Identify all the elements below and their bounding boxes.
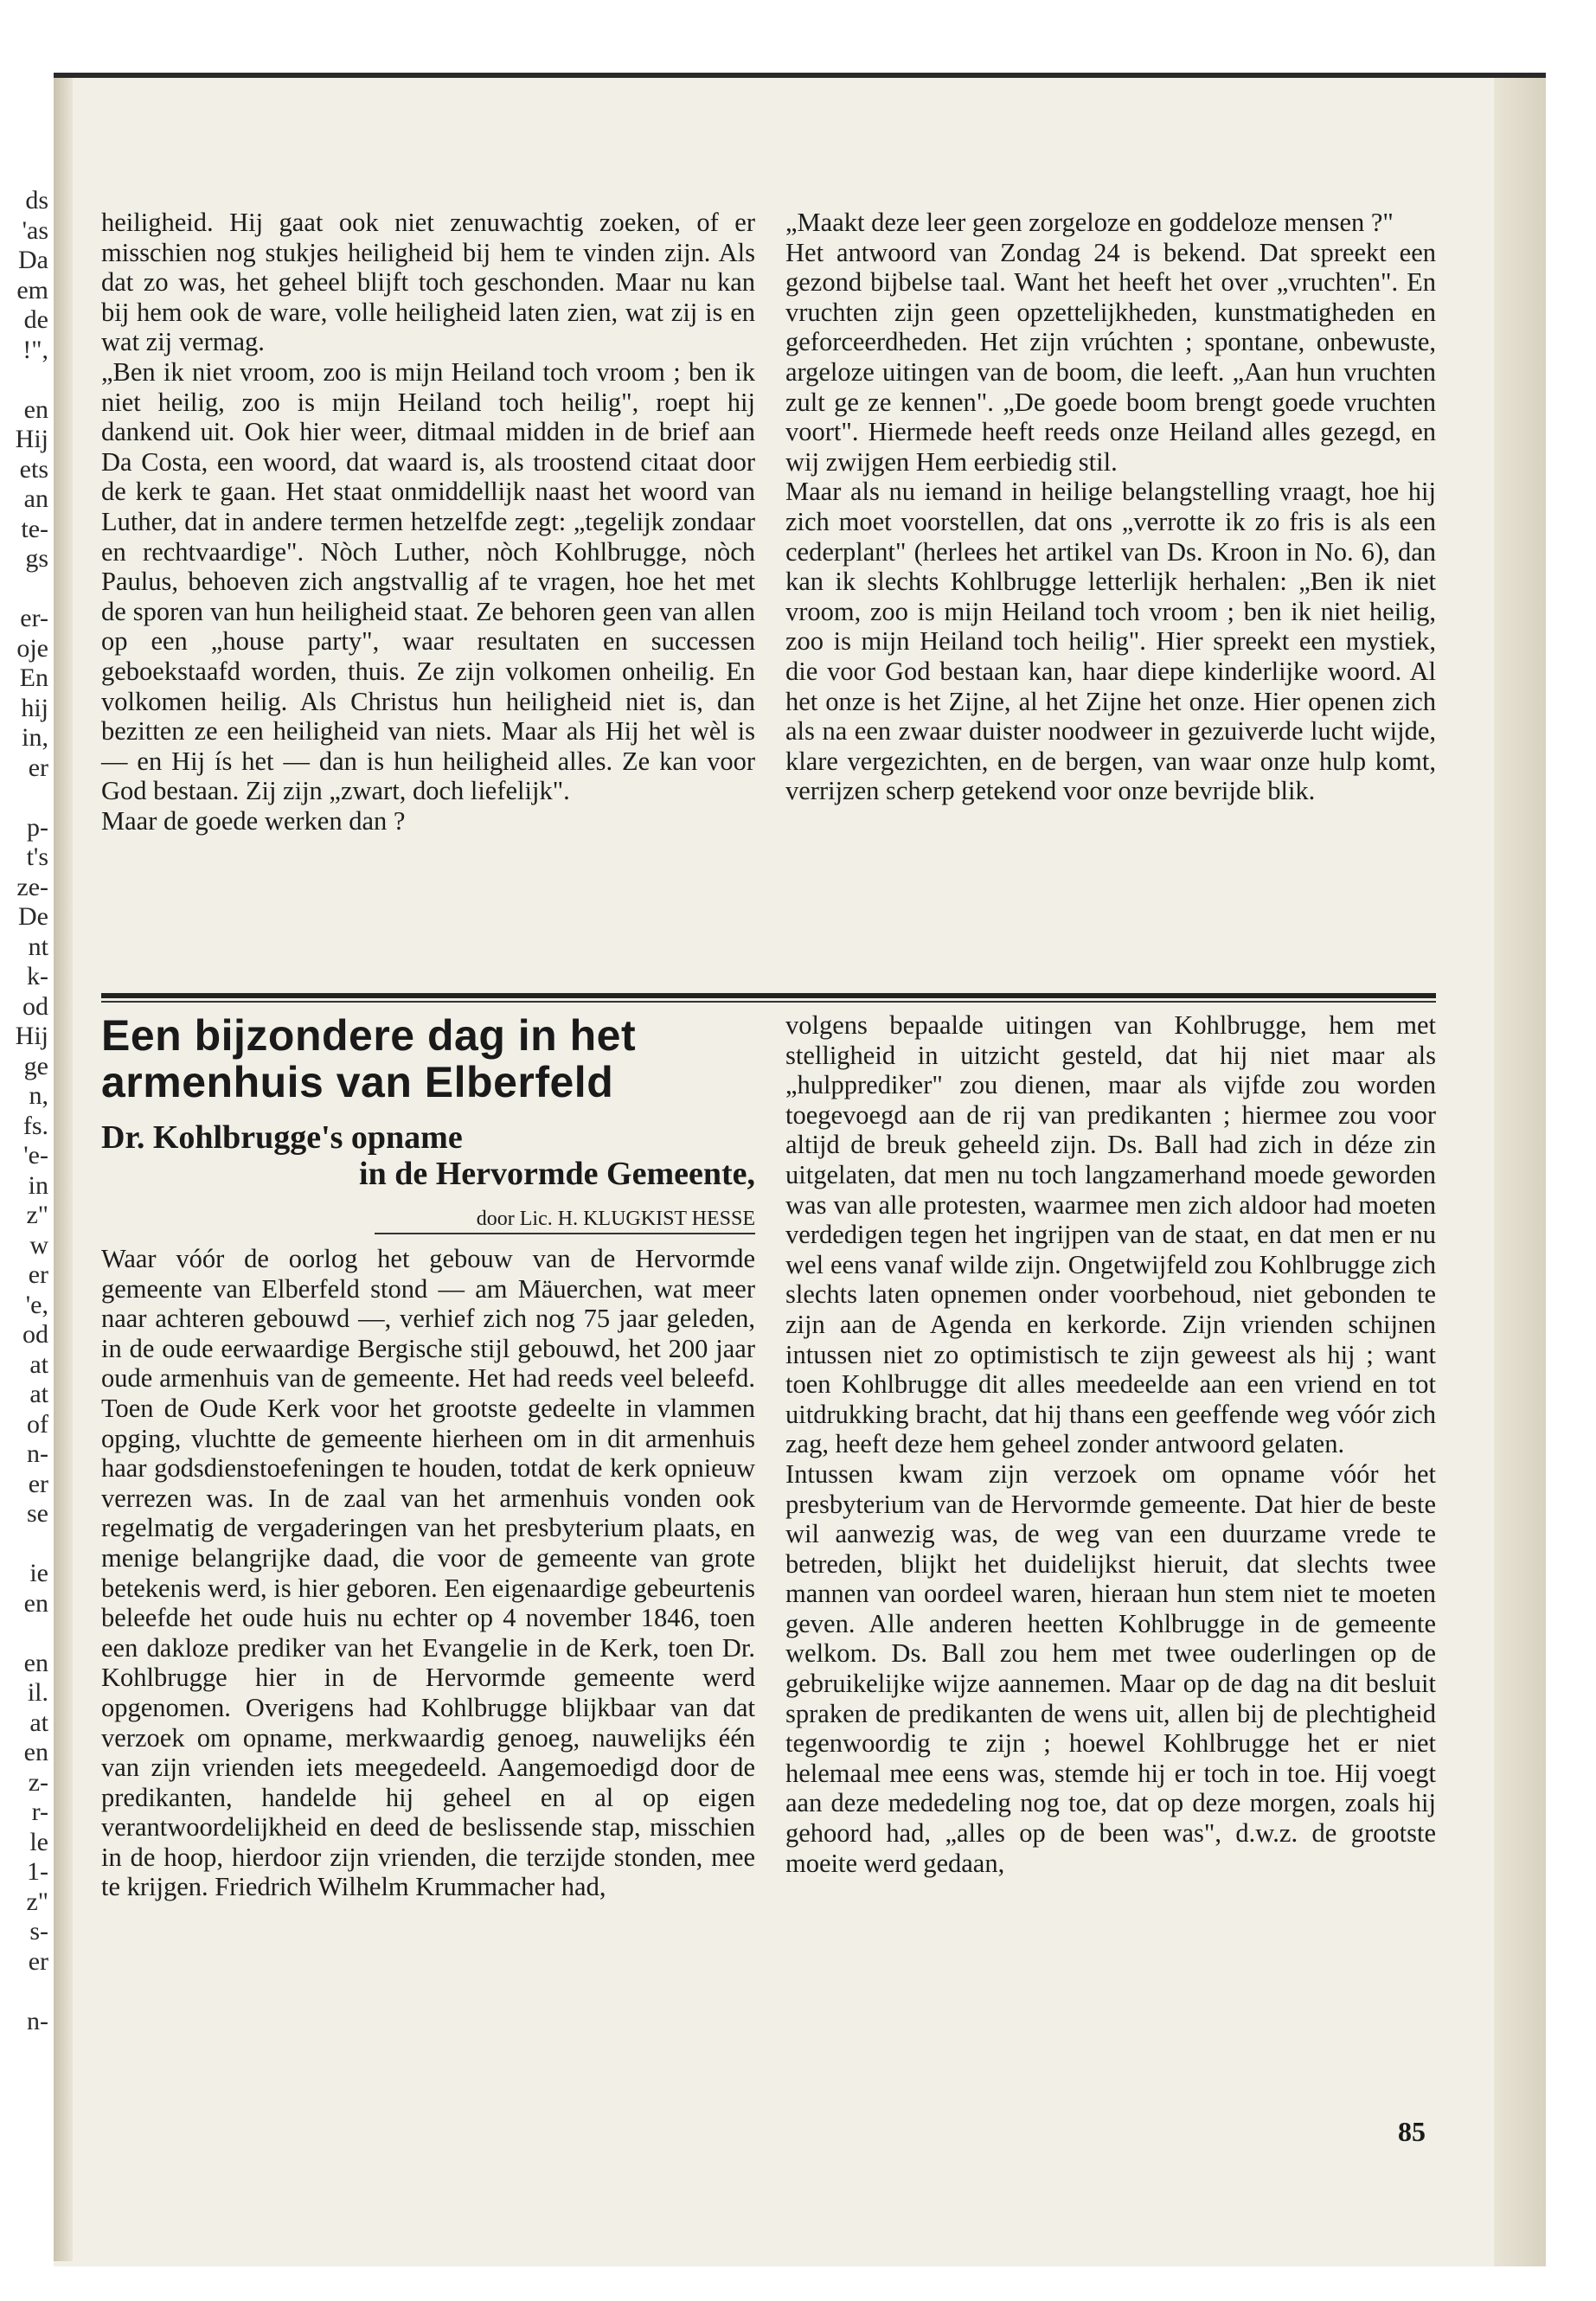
paragraph: heiligheid. Hij gaat ook niet zenuwachtig zoeken, of er misschien nog stukjes heiligheid bij hem te vinden zijn. Als dat zo was, het geheel blijft toch geschonden. Maar nu kan bij hem ook de ware, volle heiligheid laten zien, wat zij is en wat zij vermag. [101, 208, 755, 357]
margin-fragment: De [18, 902, 48, 931]
margin-fragment: 'as [22, 215, 48, 245]
margin-fragment: 'e- [23, 1141, 48, 1170]
paragraph: Maar als nu iemand in heilige belangstelling vraagt, hoe hij zich moet voorstellen, dat ons „verrotte ik zo fris is als een cederplant" (herlees het artikel van Ds. Kroon in No. 6), dan kan ik slechts Kohlbrugge letterlijk herhalen: „Ben ik niet vroom, zoo is mijn Heiland toch vroom ; ben ik niet heilig, zoo is mijn Heiland toch heilig". Hier spreekt een mystiek, die voor God bestaan kan, haar diepe kinderlijke woord. Al het onze is het Zijne, al het Zijne het onze. Hier openen zich als na een zwaar duister noodweer in gezuiverde lucht wijde, klare vergezichten, en de bergen, van waar onze hulp komt, verrijzen scherp getekend voor onze bevrijde blik. [785, 477, 1436, 806]
margin-fragment [0, 783, 48, 813]
article-headline: Een bijzondere dag in het armenhuis van Elberfeld [101, 1011, 637, 1106]
subhead-line-2: in de Hervormde Gemeente, [359, 1156, 755, 1192]
margin-fragment: in, [22, 723, 48, 752]
margin-fragment: er [28, 1260, 48, 1289]
margin-fragment: 'e, [25, 1290, 48, 1319]
paragraph: volgens bepaalde uitingen van Kohlbrugge, hem met stelligheid in uitzicht gesteld, dat hij niet maar als „hulpprediker" zou dienen, maar als vijfde zou worden toegevoegd aan de rij van predikanten ; hiermee zou voor altijd de breuk geheeld zijn. Ds. Ball had zich in déze zin uitgelaten, dat men nu toch langzamerhand moede geworden was van alle protesten, waarmee men zich aldoor had moeten verdedigen tegen het ingrijpen van de staat, en dat men er nu wel eens vanaf wilde zijn. Ongetwijfeld zou Kohlbrugge zich slechts laten opnemen onder voorbehoud, niet gebonden te zijn aan de Agenda en kerkorde. Zijn vrienden schijnen intussen niet zo optimistisch te zijn geweest als hij ; want toen Kohlbrugge dit alles meedeelde aan een vriend en tot uitdrukking bracht, dat hij thans een geeffende weg vóór zich zag, heeft deze hem geheel zonder antwoord gelaten. [785, 1010, 1436, 1459]
column-right-bottom [785, 1010, 1436, 1878]
margin-fragment: il. [27, 1678, 48, 1707]
margin-fragment: te- [21, 514, 48, 543]
paragraph: Het antwoord van Zondag 24 is bekend. Dat spreekt een gezond bijbelse taal. Want het heeft het over „vruchten". En vruchten zijn geen opzettelijkheden, kunstmatigheden en geforceerdheden. Het zijn vrúchten ; spontane, onbewuste, argeloze uitingen van de boom, die leeft. „Aan hun vruchten zult ge ze kennen". „De goede boom brengt goede vruchten voort". Hiermede heeft reeds onze Heiland alles gezegd, en wij zwijgen Hem eerbiedig stil. [785, 237, 1436, 477]
margin-fragment: Da [18, 246, 48, 274]
margin-fragment: en [23, 1648, 48, 1677]
margin-fragment: nt [28, 932, 48, 961]
margin-fragment: at [29, 1708, 48, 1737]
column-left-top [101, 208, 755, 836]
article-byline: door Lic. H. KLUGKIST HESSE [375, 1208, 755, 1234]
margin-fragment: n, [29, 1081, 48, 1110]
margin-fragment [0, 1977, 48, 2007]
margin-fragment: z" [26, 1201, 48, 1229]
scan-border [0, 0, 1596, 73]
margin-fragment: en [23, 394, 48, 424]
paragraph: Maar de goede werken dan ? [101, 805, 406, 836]
margin-fragment: k- [27, 962, 48, 990]
margin-fragment: ge [23, 1051, 48, 1080]
margin-fragment: Hij [15, 425, 48, 453]
margin-fragment: z- [28, 1767, 48, 1797]
margin-fragment: p- [27, 812, 48, 842]
margin-fragment: hij [21, 693, 48, 722]
margin-fragment [0, 1618, 48, 1649]
margin-fragment: r- [31, 1798, 48, 1826]
margin-fragment: En [19, 663, 48, 692]
margin-fragment: an [23, 484, 48, 513]
margin-fragment: Hij [15, 1022, 48, 1050]
article-header [101, 1012, 755, 1234]
margin-fragment: of [27, 1409, 48, 1439]
margin-fragment: ds [25, 186, 48, 215]
column-left-bottom [101, 1244, 755, 1902]
margin-fragment: 1- [27, 1857, 48, 1886]
margin-fragment: t's [26, 843, 48, 871]
previous-page-margin [0, 186, 50, 2035]
page-edge-shadow [1494, 78, 1546, 2266]
book-spine [54, 78, 73, 2261]
margin-fragment: se [27, 1499, 48, 1528]
paragraph: Waar vóór de oorlog het gebouw van de Hervormde gemeente van Elberfeld stond — am Mäuerchen, wat meer naar achteren gebouwd —, verhief zich nog 75 jaar geleden, in de oude eerwaardige Bergische stijl gebouwd, het 200 jaar oude armenhuis van de gemeente. Het had reeds veel beleefd. Toen de Oude Kerk voor het grootste gedeelte in vlammen opging, vluchtte de gemeente hierheen om in dit armenhuis haar godsdienstoefeningen te houden, totdat de kerk opnieuw verrezen was. In de zaal van het armenhuis vonden ook regelmatig de vergaderingen van het presbyterium plaats, en menige belangrijke daad, die voor de gemeente van grote betekenis werd, is hier geboren. Een eigenaardige gebeurtenis beleefde het oude huis nu echter op 4 november 1846, toen een dakloze prediker van het Evangelie in de Kerk, toen Dr. Kohlbrugge hier in de Hervormde gemeente werd opgenomen. Overigens had Kohlbrugge blijkbaar van dat verzoek om opname, merkwaardig genoeg, nauwelijks één van zijn vrienden iets meegedeeld. Aangemoedigd door de predikanten, handelde hij geheel en al op eigen verantwoordelijkheid en deed de beslissende stap, misschien in de hoop, hierdoor zijn vrienden, die terzijde stonden, mee te krijgen. Friedrich Wilhelm Krummacher had, [101, 1244, 755, 1902]
margin-fragment: z" [26, 1887, 48, 1916]
page-number: 85 [1398, 2116, 1426, 2147]
margin-fragment: er [28, 1469, 48, 1498]
margin-fragment: ze- [16, 872, 48, 901]
margin-fragment: en [23, 1738, 48, 1766]
margin-fragment: er [28, 1946, 48, 1976]
section-divider-thin [101, 1001, 1436, 1003]
margin-fragment: gs [25, 544, 48, 573]
margin-fragment: at [29, 1349, 48, 1379]
margin-fragment [0, 574, 48, 605]
paragraph: Intussen kwam zijn verzoek om opname vóór het presbyterium van de Hervormde gemeente. Dat hier de beste wil aanwezig was, de weg van een duurzame vrede te betreden, blijkt het duidelijkst hieruit, dat slechts twee mannen van oordeel waren, hieraan hun stem niet te moeten geven. Alle anderen heetten Kohlbrugge in de gemeente welkom. Ds. Ball zou hem met twee ouderlingen op de gebruikelijke wijze aannemen. Maar op de dag na dit besluit spraken de predikanten de wens uit, allen bij de plechtigheid tegenwoordig te zijn ; hoewel Kohlbrugge het er niet helemaal mee eens was, stemde hij er toch in toe. Hij voegt aan deze mededeling nog toe, dat op deze morgen, zoals hij gehoord had, „alles op de been was", d.w.z. de grootste moeite werd gedaan, [785, 1458, 1436, 1878]
margin-fragment: le [29, 1827, 48, 1856]
margin-fragment: od [22, 1320, 48, 1349]
margin-fragment: oje [16, 633, 48, 663]
paragraph: „Maakt deze leer geen zorgeloze en goddeloze mensen ?" [785, 208, 1394, 237]
subhead-line-1: Dr. Kohlbrugge's opname [101, 1119, 463, 1156]
margin-fragment [0, 365, 48, 395]
margin-fragment [0, 1529, 48, 1560]
paragraph: „Ben ik niet vroom, zoo is mijn Heiland toch vroom ; ben ik niet heilig, zoo is mijn Heiland toch heilig", roept hij dankend uit. Ook hier weer, ditmaal midden in de brief aan Da Costa, een woord, dat waard is, als troostend citaat door de kerk te gaan. Het staat onmiddellijk naast het woord van Luther, dat in andere termen hetzelfde zegt: „tegelijk zondaar en rechtvaardige". Nòch Luther, nòch Kohlbrugge, nòch Paulus, behoeven zich angstvallig af te vragen, hoe het met de sporen van hun heiligheid staat. Ze behoren geen van allen op een „house party", waar resultaten en successen geboekstaafd worden, thuis. Ze zijn volkomen onheilig. En volkomen heilig. Als Christus hun heiligheid niet is, dan bezitten ze een heiligheid van niets. Maar als Hij het wèl is — en Hij ís het — dan is hun heiligheid alles. Ze kan voor God bestaan. Zij zijn „zwart, doch liefelijk". [101, 356, 755, 806]
margin-fragment: er- [20, 604, 48, 632]
margin-fragment: em [16, 275, 48, 304]
margin-fragment: ets [19, 454, 48, 484]
margin-fragment: er [28, 753, 48, 782]
margin-fragment: in [28, 1170, 48, 1200]
margin-fragment: n- [27, 1439, 48, 1468]
article-subhead [101, 1119, 755, 1192]
section-divider [101, 993, 1436, 998]
margin-fragment: at [29, 1380, 48, 1408]
margin-fragment: n- [27, 2006, 48, 2035]
margin-fragment: fs. [22, 1111, 48, 1140]
margin-fragment: w [29, 1230, 48, 1259]
margin-fragment: od [22, 991, 48, 1021]
margin-fragment: !", [22, 335, 48, 364]
margin-fragment: ie [29, 1559, 48, 1587]
margin-fragment: de [23, 305, 48, 334]
margin-fragment: s- [29, 1917, 48, 1945]
column-right-top [785, 208, 1436, 806]
margin-fragment: en [23, 1588, 48, 1618]
